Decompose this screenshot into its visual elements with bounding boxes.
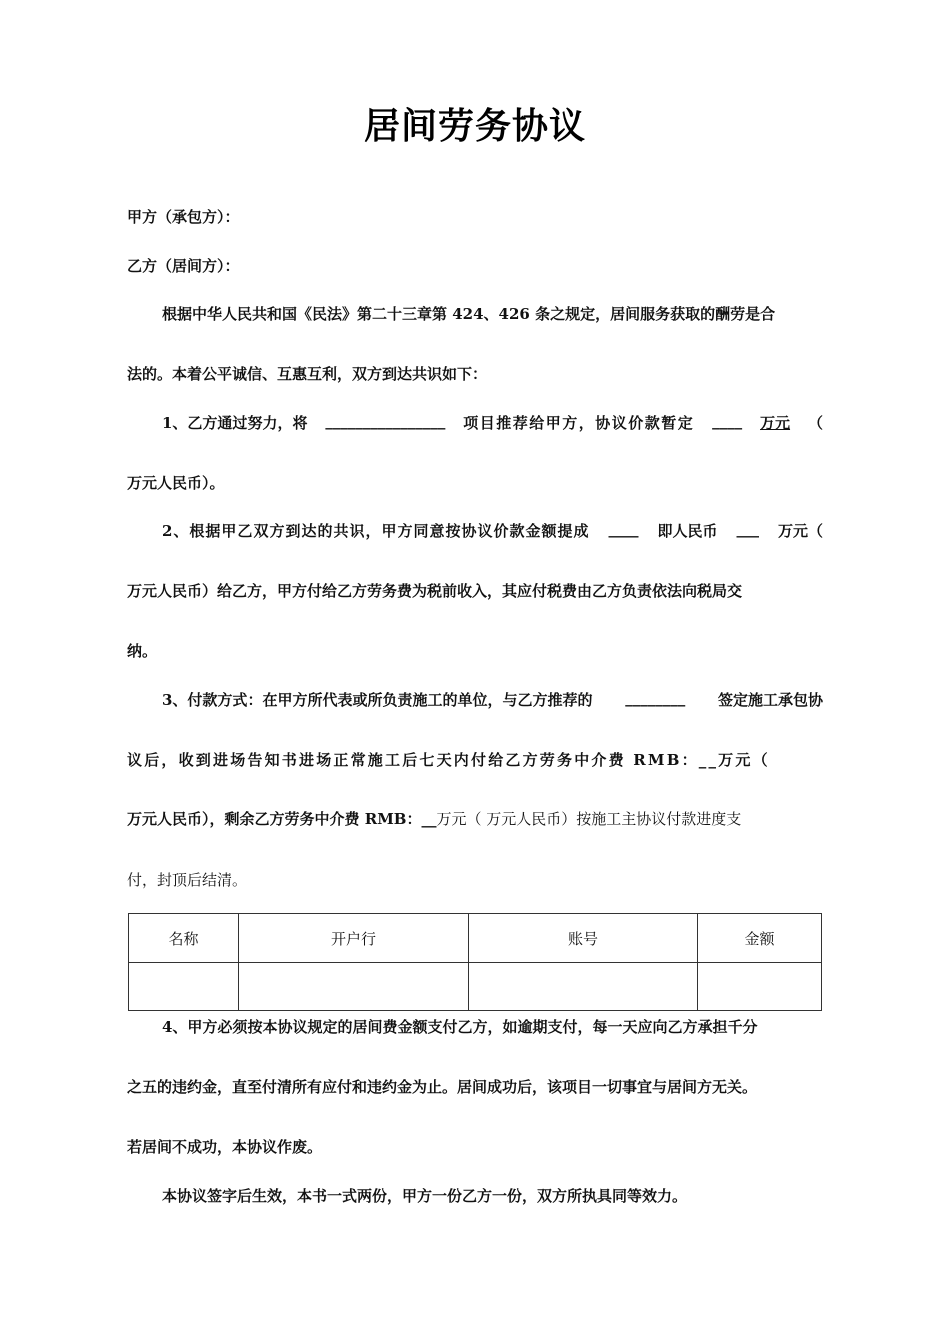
- table-cell-name: [129, 963, 239, 1011]
- document-title: 居间劳务协议: [363, 105, 586, 147]
- clause-3-text-a: 3、付款方式：在甲方所代表或所负责施工的单位，与乙方推荐的: [162, 691, 593, 709]
- clause-3-line-3-bold: 万元人民币），剩余乙方劳务中介费 RMB：__: [127, 810, 437, 828]
- clause-1-text-a: 1、乙方通过努力，将: [162, 414, 308, 432]
- intro-line-2: 法的。本着公平诚信、互惠互利，双方到达共识如下：: [127, 365, 488, 383]
- clause-2-blank-amount: ___: [736, 520, 759, 538]
- table-row: [129, 963, 822, 1011]
- table-header-account: 账号: [469, 914, 698, 963]
- table-cell-account: [469, 963, 698, 1011]
- clause-2-text-c: 万元（: [777, 522, 823, 540]
- table-header-bank: 开户行: [239, 914, 469, 963]
- table-header-amount: 金额: [698, 914, 822, 963]
- bank-account-table: [128, 913, 822, 1011]
- intro-line-1: 根据中华人民共和国《民法》第二十三章第 424、426 条之规定，居间服务获取的酬劳是合: [162, 305, 776, 323]
- clause-3-line-4: 付，封顶后结清。: [127, 871, 248, 889]
- clause-1-paren: （: [807, 414, 823, 432]
- clause-1-blank-price: ____: [712, 412, 743, 430]
- clause-3-line-3: [127, 808, 823, 829]
- clause-3-line-2: 议后，收到进场告知书进场正常施工后七天内付给乙方劳务中介费 RMB：__万元（: [127, 751, 770, 769]
- table-cell-amount: [698, 963, 822, 1011]
- clause-1-unit: 万元: [760, 414, 791, 432]
- clause-2-blank-percent: ____: [608, 520, 639, 538]
- clause-4-line-1: 4、甲方必须按本协议规定的居间费金额支付乙方，如逾期支付，每一天应向乙方承担千分: [162, 1018, 758, 1036]
- clause-1-blank-project: ________________: [325, 412, 446, 430]
- clause-2-text-a: 2、根据甲乙双方到达的共识，甲方同意按协议价款金额提成: [162, 522, 590, 540]
- clause-3-blank-unit: ________: [625, 689, 686, 707]
- clause-2-text-b: 即人民币: [657, 522, 718, 540]
- clause-2-line-3: 纳。: [127, 642, 158, 660]
- clause-1-line-2: 万元人民币）。: [127, 474, 225, 492]
- clause-3-line-3-normal: 万元（ 万元人民币）按施工主协议付款进度支: [436, 810, 742, 828]
- clause-2-line-2: 万元人民币）给乙方，甲方付给乙方劳务费为税前收入，其应付税费由乙方负责依法向税局交: [127, 582, 743, 600]
- table-cell-bank: [239, 963, 469, 1011]
- table-header-row: [129, 914, 822, 963]
- table-header-name: 名称: [129, 914, 239, 963]
- clause-3-text-b: 签定施工承包协: [717, 691, 823, 709]
- party-b-label: 乙方（居间方）：: [127, 257, 240, 275]
- clause-1-line-1: [162, 412, 823, 433]
- clause-4-line-2: 之五的违约金，直至付清所有应付和违约金为止。居间成功后，该项目一切事宜与居间方无关。: [127, 1078, 758, 1096]
- clause-4-line-3: 若居间不成功，本协议作废。: [127, 1138, 323, 1156]
- clause-3-line-1: [162, 689, 823, 710]
- closing-statement: 本协议签字后生效，本书一式两份，甲方一份乙方一份，双方所执具同等效力。: [162, 1187, 688, 1205]
- clause-2-line-1: [162, 520, 823, 541]
- party-a-label: 甲方（承包方）：: [127, 208, 240, 226]
- clause-1-text-b: 项目推荐给甲方，协议价款暂定: [463, 414, 695, 432]
